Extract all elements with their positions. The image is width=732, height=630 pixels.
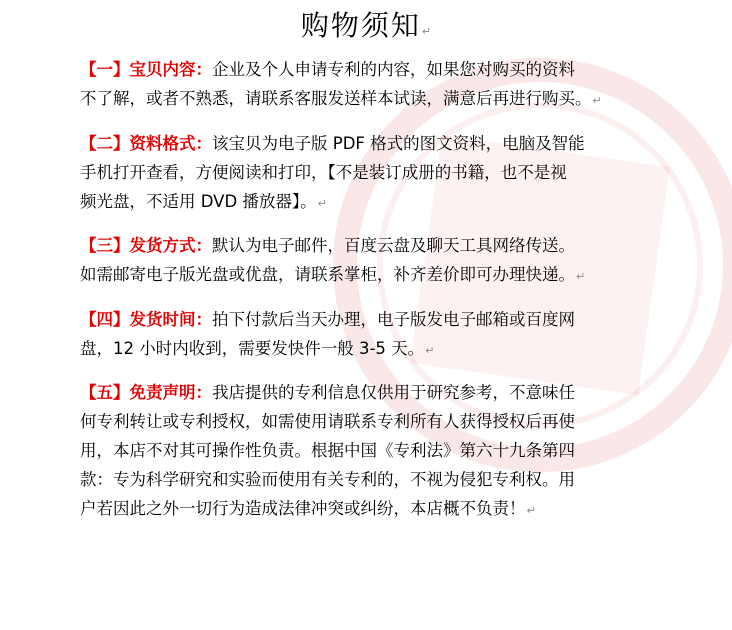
section-text: 企业及个人申请专利的内容，如果您对购买的资料: [212, 60, 575, 79]
section-heading: 【二】资料格式：: [80, 133, 212, 153]
notice-section: 【一】宝贝内容：企业及个人申请专利的内容，如果您对购买的资料 不了解，或者不熟悉，请联系客服发送样本试读，满意后再进行购买。↵: [80, 60, 602, 108]
section-text: 户若因此之外一切行为造成法律冲突或纠纷，本店概不负责！: [80, 499, 526, 519]
section-text: 款：专为科学研究和实验而使用有关专利的，不视为侵犯专利权。用: [80, 470, 575, 490]
section-text: 默认为电子邮件，百度云盘及聊天工具网络传送。: [212, 236, 575, 256]
section-text: 不了解，或者不熟悉，请联系客服发送样本试读，满意后再进行购买。: [80, 89, 592, 108]
notice-section: 【三】发货方式：默认为电子邮件，百度云盘及聊天工具网络传送。 如需邮寄电子版光盘或优盘，请联系掌柜，补齐差价即可办理快递。↵: [80, 236, 586, 285]
section-heading: 【四】发货时间：: [80, 309, 212, 329]
section-text: 盘，12 小时内收到，需要发快件一般 3-5 天。: [80, 338, 425, 358]
section-heading: 【五】免责声明：: [80, 383, 212, 403]
section-text: 用，本店不对其可操作性负责。根据中国《专利法》第六十九条第四: [80, 441, 575, 461]
section-text: 手机打开查看，方便阅读和打印，【不是装订成册的书籍，也不是视: [80, 162, 567, 182]
notice-section: 【五】免责声明：我店提供的专利信息仅供用于研究参考，不意味任 何专利转让或专利授权，如需使用请联系专利所有人获得授权后再使 用，本店不对其可操作性负责。根据中国《专利法》第六十九条第四 款：专为科学研究和实验而使用有关专利的，不视为侵犯专利权。用 户若因此之外一切行为造成法律冲突或纠纷，本店概不负责！↵: [80, 383, 575, 519]
section-text: 该宝贝为电子版 PDF 格式的图文资料，电脑及智能: [212, 133, 585, 153]
section-text: 拍下付款后当天办理，电子版发电子邮箱或百度网: [212, 309, 575, 329]
section-text: 何专利转让或专利授权，如需使用请联系专利所有人获得授权后再使: [80, 412, 575, 432]
notice-section: 【二】资料格式：该宝贝为电子版 PDF 格式的图文资料，电脑及智能 手机打开查看，方便阅读和打印，【不是装订成册的书籍，也不是视 频光盘，不适用 DVD 播放器】。↵: [80, 133, 585, 211]
section-heading: 【一】宝贝内容：: [80, 60, 212, 79]
notice-sections: [80, 55, 650, 539]
section-heading: 【三】发货方式：: [80, 236, 212, 256]
section-text: 如需邮寄电子版光盘或优盘，请联系掌柜，补齐差价即可办理快递。: [80, 265, 575, 285]
section-text: 频光盘，不适用 DVD 播放器】。: [80, 191, 317, 211]
section-text: 我店提供的专利信息仅供用于研究参考，不意味任: [212, 383, 575, 403]
notice-section: 【四】发货时间：拍下付款后当天办理，电子版发电子邮箱或百度网 盘，12 小时内收到，需要发快件一般 3-5 天。↵: [80, 309, 575, 358]
page-title: 购物须知↵: [300, 9, 432, 42]
